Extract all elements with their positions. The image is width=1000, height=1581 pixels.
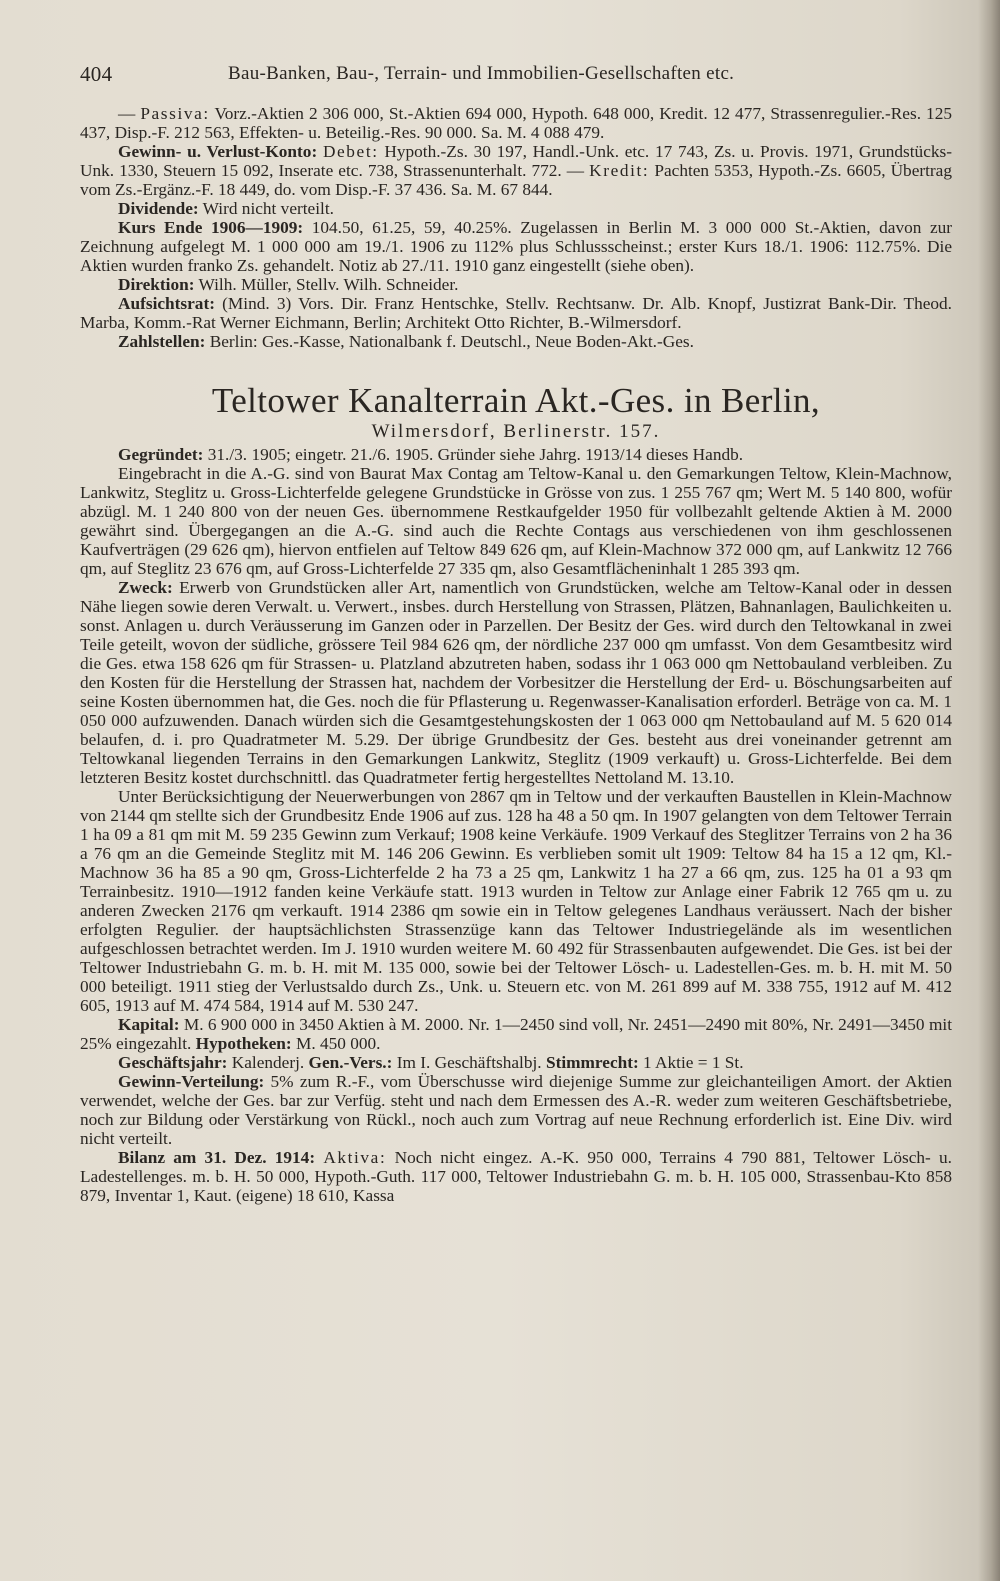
kurs-paragraph [80,218,952,275]
dividende-label: Dividende: [118,199,199,218]
debet-label: Debet: [322,142,379,161]
direktion-label: Direktion: [118,275,195,294]
zahlstellen-text: Berlin: Ges.-Kasse, Nationalbank f. Deutschl., Neue Boden-Akt.-Ges. [205,332,694,351]
bilanz-paragraph [80,1148,952,1205]
gewinnverteilung-paragraph [80,1072,952,1148]
direktion-paragraph [80,275,952,294]
aufsichtsrat-text: (Mind. 3) Vors. Dir. Franz Hentschke, Stellv. Rechtsanw. Dr. Alb. Knopf, Justizrat Bank-Dir. Theod. Marba, Komm.-Rat Werner Eichmann, Berlin; Architekt Otto Richter, B.-Wilmersdorf. [80,294,952,332]
running-title: Bau-Banken, Bau-, Terrain- und Immobilien-Gesellschaften etc. [228,63,735,84]
kapital-paragraph [80,1015,952,1053]
page-number: 404 [80,62,113,86]
aufsichtsrat-label: Aufsichtsrat: [118,294,215,313]
grundbesitz-paragraph: Unter Berücksichtigung der Neuerwerbungen von 2867 qm in Teltow und der verkauften Baustellen in Klein-Machnow von 2144 qm stellte sich der Grundbesitz Ende 1906 auf zus. 128 ha 48 a 50 qm. In 1907 gelangten von dem Teltower Terrain 1 ha 09 a 81 qm mit M. 59 235 Gewinn zum Verkauf; 1908 keine Verkäufe. 1909 Verkauf des Steglitzer Terrains von 2 ha 36 a 76 qm an die Gemeinde Steglitz mit M. 146 206 Gewinn. Es verblieben somit ult 1909: Teltow 84 ha 15 a 12 qm, Kl.-Machnow 36 ha 85 a 90 qm, Gross-Lichterfelde 2 ha 73 a 25 qm, Lankwitz 1 ha 27 a 66 qm, zus. 125 ha 01 a 93 qm Terrainbesitz. 1910—1912 fanden keine Verkäufe statt. 1913 wurden in Teltow zur Anlage einer Fabrik 12 765 qm u. zu anderen Zwecken 2176 qm verkauft. 1914 2386 qm sowie ein in Teltow gelegenes Landhaus veräussert. Nach der bisher erfolgten Regulier. der hauptsächlichsten Strassenzüge kann das Teltower Industriegelände als im wesentlichen aufgeschlossen betrachtet werden. Im J. 1910 wurden weitere M. 60 492 für Strassenbauten aufgewendet. Die Ges. ist bei der Teltower Industriebahn G. m. b. H. mit M. 135 000, sowie bei der Teltower Lösch- u. Ladestellen-Ges. m. b. H. mit M. 50 000 beteiligt. 1911 stieg der Verlustsaldo durch Zs., Unk. u. Steuern etc. von M. 261 899 auf M. 338 755, 1912 auf M. 412 605, 1913 auf M. 474 584, 1914 auf M. 530 247. [80,787,952,1015]
kredit-label: Kredit: [589,161,650,180]
bilanz-text: Noch nicht eingez. A.-K. 950 000, Terrains 4 790 881, Teltower Lösch- u. Ladestellenges. m. b. H. 50 000, Hypoth.-Guth. 117 000, Teltower Industriebahn G. m. b. H. 105 000, Strassenbau-Kto 858 879, Inventar 1, Kaut. (eigene) 18 610, Kassa [80,1148,952,1205]
debet-text: Hypoth.-Zs. 30 197, Handl.-Unk. etc. 17 743, Zs. u. Provis. 1971, Grundstücks-Unk. 1330, Steuern 15 092, Inserate etc. 738, Strassenunterhalt. 772. — [80,142,952,180]
stimmrecht-text: 1 Aktie = 1 St. [638,1053,744,1072]
eingebracht-paragraph: Eingebracht in die A.-G. sind von Baurat Max Contag am Teltow-Kanal u. den Gemarkungen Teltow, Klein-Machnow, Lankwitz, Steglitz u. Gross-Lichterfelde gelegene Grundstücke in Grösse von zus. 1 255 767 qm; Wert M. 5 140 800, wofür abzügl. M. 1 240 800 von der neuen Ges. übernommene Restkaufgelder 1950 für vollbezahlt geltende Aktien à M. 2000 gewährt sind. Übergegangen an die A.-G. sind auch die Rechte Contags aus verschiedenen von ihm geschlossenen Kaufverträgen (29 626 qm), hiervon entfielen auf Teltow 849 626 qm, auf Klein-Machnow 372 000 qm, auf Lankwitz 12 766 qm, auf Steglitz 23 676 qm, auf Gross-Lichterfelde 27 335 qm, also Gesamtflächeninhalt 1 285 393 qm. [80,464,952,578]
passiva-label: Passiva: [140,104,210,123]
gv-label: Gewinn- u. Verlust-Konto: [118,142,318,161]
gewinnverteilung-label: Gewinn-Verteilung: [118,1072,265,1091]
kapital-label: Kapital: [118,1015,180,1034]
stimmrecht-label: Stimmrecht: [545,1053,639,1072]
dividende-text: Wird nicht verteilt. [198,199,334,218]
passiva-paragraph [80,104,952,142]
kredit-text: Pachten 5353, Hypoth.-Zs. 6605, Übertrag vom Zs.-Ergänz.-F. 18 449, do. vom Disp.-F. 37 436. Sa. M. 67 844. [80,161,952,199]
genvers-label: Gen.-Vers.: [308,1053,393,1072]
zahlstellen-paragraph [80,332,952,351]
page-body [80,104,952,1205]
aktiva-label: Aktiva: [323,1148,387,1167]
geschaeftsjahr-label: Geschäftsjahr: [118,1053,228,1072]
gegruendet-paragraph [80,445,952,464]
zahlstellen-label: Zahlstellen: [118,332,206,351]
hypotheken-label: Hypotheken: [195,1034,292,1053]
page-edge-shadow [978,0,1000,1581]
direktion-text: Wilh. Müller, Stellv. Wilh. Schneider. [194,275,459,294]
aufsichtsrat-paragraph [80,294,952,332]
zweck-paragraph [80,578,952,787]
genvers-text: Im I. Geschäftshalbj. [392,1053,546,1072]
geschaeftsjahr-text: Kalenderj. [227,1053,309,1072]
zweck-label: Zweck: [118,578,173,597]
dash: — [118,104,141,123]
gewinn-verlust-paragraph [80,142,952,199]
bilanz-label: Bilanz am 31. Dez. 1914: [118,1148,316,1167]
company-address: Wilmersdorf, Berlinerstr. 157. [371,421,661,442]
kurs-label: Kurs Ende 1906—1909: [118,218,304,237]
gegruendet-label: Gegründet: [118,445,204,464]
dividende-paragraph [80,199,952,218]
kapital-text: M. 6 900 000 in 3450 Aktien à M. 2000. Nr. 1—2450 sind voll, Nr. 2451—2490 mit 80%, Nr. 2491—3450 mit 25% eingezahlt. [80,1015,952,1053]
page-header [80,60,960,90]
gewinnverteilung-text: 5% zum R.-F., vom Überschusse wird diejenige Summe zur gleichanteiligen Amort. der Aktien verwendet, welche der Ges. bar zur Verfüg. steht und nach dem Ermessen des A.-R. weder zum weiteren Geschäftsbetriebe, noch zur Bildung oder Verstärkung von Rückl., noch auch zum Vortrag auf neue Rechnung erforderlich ist. Eine Div. wird nicht verteilt. [80,1072,952,1148]
zweck-text: Erwerb von Grundstücken aller Art, namentlich von Grundstücken, welche am Teltow-Kanal oder in dessen Nähe liegen sowie deren Verwalt. u. Verwert., insbes. durch Herstellung von Strassen, Plätzen, Bahnanlagen, Baulichkeiten u. sonst. Anlagen u. durch Veräusserung im Ganzen oder in Parzellen. Der Besitz der Ges. wird durch den Teltowkanal in zwei Teile geteilt, wovon der südliche, grössere Teil 984 626 qm, der nördliche 237 000 qm umfasst. Von dem Gesamtbesitz wird die Ges. etwa 158 626 qm für Strassen- u. Platzland abzutreten haben, sodass ihr 1 063 000 qm Nettobauland verbleiben. Zu den Kosten für die Herstellung der Strassen hat, nachdem der Vorbesitzer die Herstellung der Erd- u. Böschungsarbeiten auf seine Kosten übernommen hat, die Ges. noch die für Pflasterung u. Regenwasser-Kanalisation erforderl. Beträge von ca. M. 1 050 000 aufzuwenden. Danach würden sich die Gesamtgestehungskosten der 1 063 000 qm Nettobauland auf M. 5 620 014 belaufen, d. i. pro Quadratmeter M. 5.29. Der übrige Grundbesitz der Ges. besteht aus drei voneinander getrennt am Teltowkanal liegenden Terrains in den Gemarkungen Lankwitz, Steglitz (1909 verkauft) u. Gross-Lichterfelde. Bei dem letzteren Besitz kostet durchschnittl. das Quadratmeter fertig hergestelltes Nettoland M. 13.10. [80,578,952,787]
passiva-text: Vorz.-Aktien 2 306 000, St.-Aktien 694 000, Hypoth. 648 000, Kredit. 12 477, Strassenregulier.-Res. 125 437, Disp.-F. 212 563, Effekten- u. Beteilig.-Res. 90 000. Sa. M. 4 088 479. [80,104,952,142]
company-title: Teltower Kanalterrain Akt.-Ges. in Berlin, [211,381,821,420]
gegruendet-text: 31./3. 1905; eingetr. 21./6. 1905. Gründer siehe Jahrg. 1913/14 dieses Handb. [203,445,744,464]
geschaeftsjahr-paragraph [80,1053,952,1072]
kurs-text: 104.50, 61.25, 59, 40.25%. Zugelassen in Berlin M. 3 000 000 St.-Aktien, davon zur Zeichnung aufgelegt M. 1 000 000 am 19./1. 1906 zu 112% plus Schlussscheinst.; erster Kurs 18./1. 1906: 112.75%. Die Aktien wurden franko Zs. gehandelt. Notiz ab 27./11. 1910 ganz eingestellt (siehe oben). [80,218,953,275]
hypotheken-text: M. 450 000. [291,1034,381,1053]
